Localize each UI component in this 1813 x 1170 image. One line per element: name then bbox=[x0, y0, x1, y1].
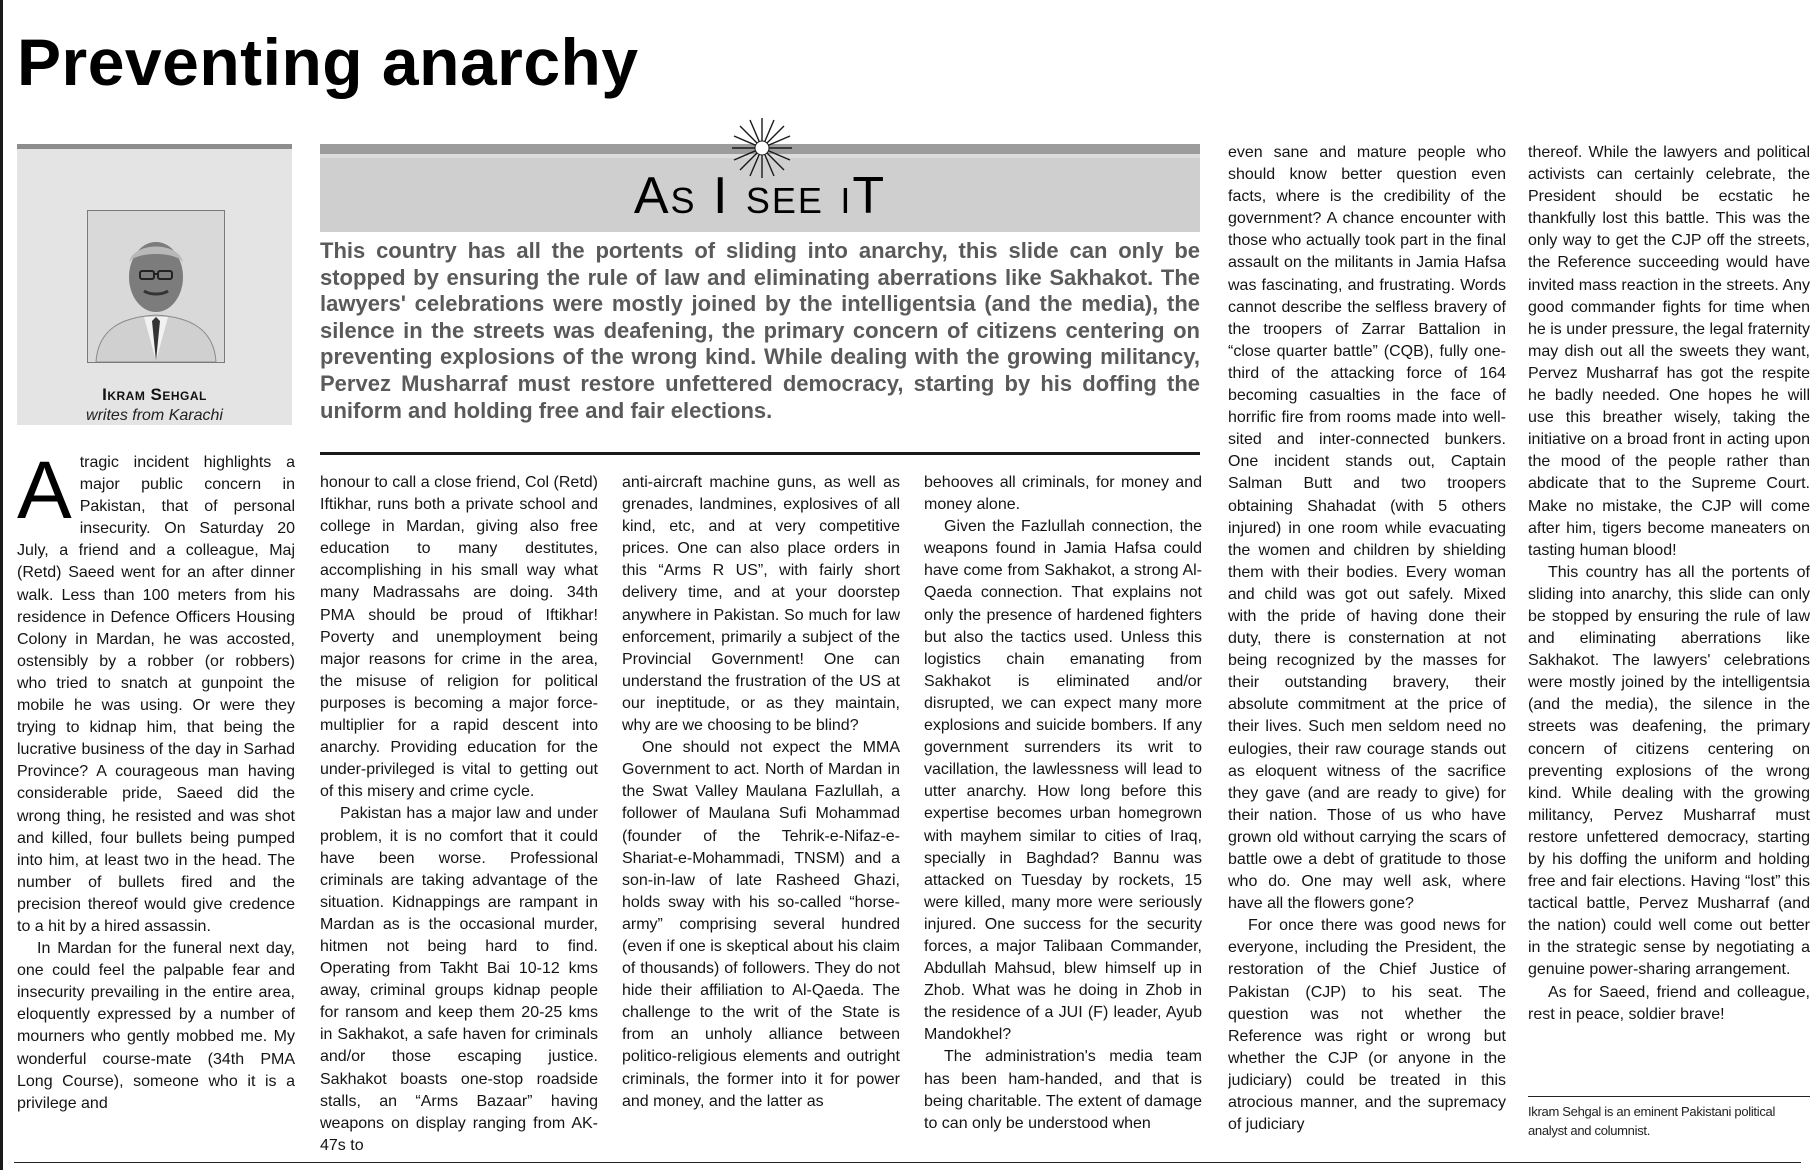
left-border-rule bbox=[0, 0, 3, 1170]
author-name: Ikram Sehgal bbox=[102, 385, 207, 404]
author-portrait-icon bbox=[88, 211, 224, 362]
article-paragraph: thereof. While the lawyers and political activists can certainly celebrate, the President should be ecstatic he thankfully lost this battle. This was the only way to get the CJP off the streets, the Reference succeeding would have invited mass reaction in the streets. Any good commander fights for time when he is under pressure, the legal fraternity may dish out all the sweets they want, Pervez Musharraf has got the respite he badly needed. One hopes he will use this breather wisely, taking the initiative on a broad front in acting upon the mood of the people rather than abdicate that to the Supreme Court. Make no mistake, the CJP will come after him, tigers become maneaters on tasting human blood! bbox=[1528, 144, 1810, 559]
article-paragraph: In Mardan for the funeral next day, one could feel the palpable fear and insecurity prevailing in the entire area, eloquently expressed by a number of mourners who gently mobbed me. My wonderful course-mate (34th PMA Long Course), someone who it is a privilege and bbox=[17, 940, 295, 1112]
author-location: writes from Karachi bbox=[86, 407, 223, 424]
article-column-4 bbox=[924, 472, 1202, 1160]
footnote-rule bbox=[1528, 1096, 1810, 1097]
article-paragraph: Given the Fazlullah connection, the weapons found in Jamia Hafsa could have come from Sakhakot, a strong Al-Qaeda connection. That explains not only the presence of hardened fighters but also the tactics used. Unless this logistics chain emanating from Sakhakot is eliminated and/or disrupted, we can expect many more explosions and suicide bombers. If any government surrenders its writ to vacillation, the lawlessness will lead to utter anarchy. How long before this expertise becomes urban homegrown with mayhem similar to cities of Iraq, specially in Baghdad? Bannu was attacked on Tuesday by rockets, 15 were killed, many more were seriously injured. One success for the security forces, a major Talibaan Commander, Abdullah Mahsud, blew himself up in Zhob. What was he doing in Zhob in the residence of a JUI (F) leader, Ayub Mandokhel? bbox=[924, 518, 1202, 1044]
paragraph-text: tragic incident highlights a major public concern in Pakistan, that of personal insecurity. On Saturday 20 July, a friend and a colleague, Maj (Retd) Saeed went for an after dinner walk. Less than 100 meters from his residence in Defence Officers Housing Colony in Mardan, he was accosted, ostensibly by a robber (or robbers) who tried to snatch at gunpoint the mobile he was using. Or were they trying to kidnap him, that being the lucrative business of the day in Sarhad Province? A courageous man having considerable pride, Saeed did the wrong thing, he resisted and was shot and killed, four bullets being pumped into him, at least two in the head. The number of bullets fired and the precision thereof would give credence to a hit by a hired assassin. bbox=[17, 454, 295, 935]
article-paragraph: even sane and mature people who should know better question even facts, where is the credibility of the government? A chance encounter with those who actually took part in the final assault on the militants in Jamia Hafsa was fascinating, and frustrating. Words cannot describe the selfless bravery of the troopers of Zarrar Battalion in “close quarter battle” (CQB), fully one-third of the attacking force of 164 becoming casualties in the face of horrific fire from rooms made into well-sited and inter-connected bunkers. One incident stands out, Captain Salman Butt and two troopers obtaining Shahadat (with 5 others injured) in one room while evacuating the women and children by shielding them with their bodies. Every woman and child was got out safely. Mixed with the pride of having done their duty, there is consternation at not being recognized by the masses for their outstanding bravery, their absolute commitment at the price of their lives. Such men seldom need no eulogies, their raw courage stands out as eloquent witness of the sacrifice they gave (and are ready to give) for their nation. Those of us who have grown old without carrying the scars of battle owe a debt of gratitude to those who do. One may well ask, where have all the flowers gone? bbox=[1228, 144, 1506, 913]
headline: Preventing anarchy bbox=[17, 25, 639, 99]
article-paragraph: For once there was good news for everyone, including the President, the restoration of the Chief Justice of Pakistan (CJP) to his seat. The question was not whether the Reference was right or wrong but whether the CJP (or anyone in the judiciary) could be treated in this atrocious manner, and the supremacy of judiciary bbox=[1228, 917, 1506, 1134]
article-paragraph: Pakistan has a major law and under problem, it is no comfort that it could have been worse. Professional criminals are taking advantage of the situation. Kidnappings are rampant in Mardan as is the occasional murder, hitmen not being hard to find. Operating from Takht Bai 10-12 kms away, criminal groups kidnap people for ransom and keep them 20-25 kms in Sakhakot, a safe haven for criminals and/or those escaping justice. Sakhakot boasts one-stop roadside stalls, an “Arms Bazaar” having weapons on display ranging from AK-47s to bbox=[320, 805, 598, 1154]
author-box bbox=[17, 144, 292, 425]
article-paragraph bbox=[17, 452, 295, 938]
article-paragraph: One should not expect the MMA Government to act. North of Mardan in the Swat Valley Maulana Fazlullah, a follower of Maulana Sufi Mohammad (founder of the Tehrik-e-Nifaz-e-Shariat-e-Mohammadi, TNSM) and a son-in-law of late Rasheed Ghazi, holds sway with his so-called “horse-army” comprising several hundred (even if one is skeptical about his claim of thousands) of followers. They do not hide their affiliation to Al-Qaeda. The challenge to the writ of the State is from an unholy alliance between politico-religious elements and outright criminals, the former into it for power and money, and the latter as bbox=[622, 739, 900, 1110]
article-column-6 bbox=[1528, 142, 1810, 1092]
author-footnote: Ikram Sehgal is an eminent Pakistani political analyst and columnist. bbox=[1528, 1104, 1776, 1138]
standfirst-rule bbox=[320, 452, 1200, 455]
article-paragraph: honour to call a close friend, Col (Retd) Iftikhar, runs both a private school and college in Mardan, giving also free education to many destitutes, accomplishing in his small way what many Madrassahs are doing. 34th PMA should be proud of Iftikhar! Poverty and unemployment being major reasons for crime in the area, the misuse of religion for political purposes is becoming a major force-multiplier for a rapid descent into anarchy. Providing education for the under-privileged is vital to getting out of this misery and crime cycle. bbox=[320, 474, 598, 801]
article-paragraph: behooves all criminals, for money and money alone. bbox=[924, 474, 1202, 514]
article-column-1 bbox=[17, 452, 295, 1160]
article-paragraph: As for Saeed, friend and colleague, rest in peace, soldier brave! bbox=[1528, 983, 1810, 1023]
article-paragraph: The administration's media team has been ham-handed, and that is being charitable. The extent of damage to can only be understood when bbox=[924, 1048, 1202, 1132]
drop-cap: A bbox=[17, 452, 72, 536]
article-column-5 bbox=[1228, 142, 1506, 1160]
article-paragraph: anti-aircraft machine guns, as well as grenades, landmines, explosives of all kind, etc, and at very competitive prices. One can also place orders in this “Arms R US”, with fairly short delivery time, and at your doorstep anywhere in Pakistan. So much for law enforcement, primarily a subject of the Provincial Government! One can understand the frustration of the US at our ineptitude, or as they maintain, why are we choosing to be blind? bbox=[622, 474, 900, 735]
bottom-border-rule bbox=[14, 1162, 1801, 1163]
standfirst: This country has all the portents of sliding into anarchy, this slide can only be stopped by ensuring the rule of law and eliminating aberrations like Sakhakot. The lawyers' celebrations were mostly joined by the intelligentsia (and the media), the silence in the streets was deafening, the primary concern of citizens centering on preventing explosions of the wrong kind. While dealing with the growing militancy, Pervez Musharraf must restore unfettered democracy, starting by his doffing the uniform and holding free and fair elections. bbox=[320, 238, 1200, 423]
article-paragraph: This country has all the portents of sliding into anarchy, this slide can only be stopped by ensuring the rule of law and eliminating aberrations like Sakhakot. The lawyers' celebrations were mostly joined by the intelligentsia (and the media), the silence in the streets was deafening, the primary concern of citizens centering on preventing explosions of the wrong kind. While dealing with the growing militancy, Pervez Musharraf must restore unfettered democracy, starting by his doffing the uniform and holding free and fair elections. Having “lost” this tactical battle, Pervez Musharraf (and the nation) could well come out better in the strategic sense by negotiating a genuine power-sharing arrangement. bbox=[1528, 563, 1810, 979]
article-column-3 bbox=[622, 472, 900, 1160]
article-column-2 bbox=[320, 472, 598, 1160]
author-photo bbox=[87, 210, 225, 363]
column-banner-title: As I see iT bbox=[633, 167, 887, 225]
